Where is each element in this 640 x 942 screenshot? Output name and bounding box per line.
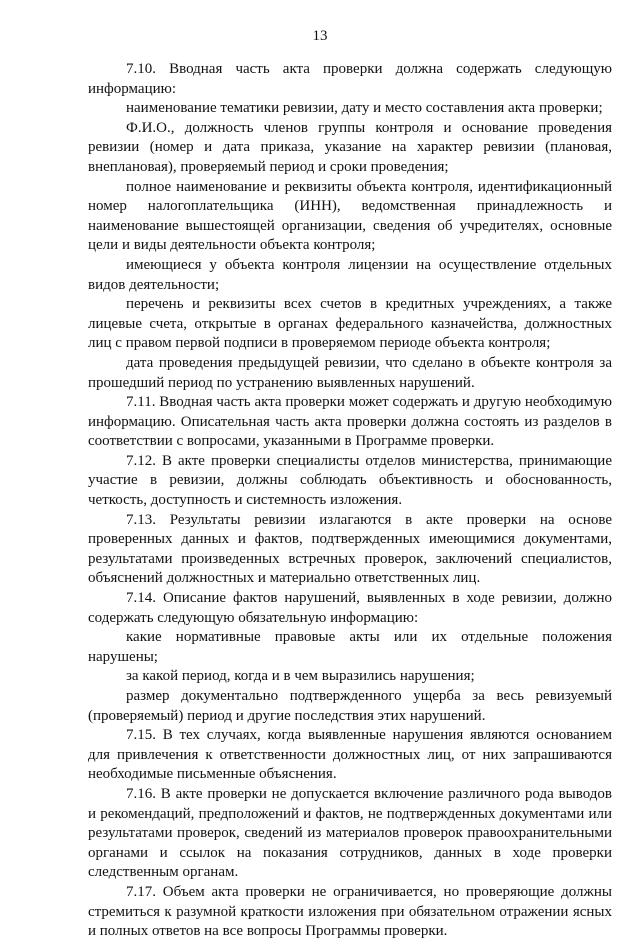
paragraph-7-17: 7.17. Объем акта проверки не ограничивается, но проверяющие должны стремиться к разумной краткости изложения при обязательном отражении ясных и полных ответов на все вопросы Программы проверки. [88,883,612,940]
list-item-accounts: перечень и реквизиты всех счетов в кредитных учреждениях, а также лицевые счета, открытые в органах федерального казначейства, должностных лиц с правом первой подписи в проверяемом периоде объекта контроля; [88,296,612,352]
list-item-damage: размер документально подтвержденного ущерба за весь ревизуемый (проверяемый) период и другие последствия этих нарушений. [88,688,612,724]
paragraph-7-16: 7.16. В акте проверки не допускается включение различного рода выводов и рекомендаций, предположений и фактов, не подтвержденных документами или результатами проверок, сведений из материалов проверок правоохранительными органами и ссылок на показания сотрудников, данных в ходе проверки следственным органам. [88,785,612,881]
paragraph-7-11: 7.11. Вводная часть акта проверки может содержать и другую необходимую информацию. Описательная часть акта проверки должна состоять из разделов в соответствии с вопросами, указанными в Программе проверки. [88,394,612,450]
list-item-members: Ф.И.О., должность членов группы контроля и основание проведения ревизии (номер и дата приказа, указание на характер ревизии (плановая, внеплановая), проверяемый период и сроки проведения; [88,119,612,175]
list-item-licenses: имеющиеся у объекта контроля лицензии на осуществление отдельных видов деятельности; [88,256,612,293]
paragraph-7-14: 7.14. Описание фактов нарушений, выявленных в ходе ревизии, должно содержать следующую обязательную информацию: [88,590,612,626]
list-item-previous-audit: дата проведения предыдущей ревизии, что сделано в объекте контроля за прошедший период по устранению выявленных нарушений. [88,354,612,391]
list-item-violated-acts: какие нормативные правовые акты или их отдельные положения нарушены; [88,629,612,665]
list-item-period: за какой период, когда и в чем выразились нарушения; [126,668,475,685]
list-item-object-details: полное наименование и реквизиты объекта контроля, идентификационный номер налогоплательщика (ИНН), ведомственная принадлежность и наименование вышестоящей организации, сведения об учредителях, основные цели и виды деятельности объекта контроля; [88,178,612,254]
page-number: 13 [312,28,328,44]
paragraph-7-10: 7.10. Вводная часть акта проверки должна содержать следующую информацию: [88,61,612,97]
document-body [88,60,612,942]
paragraph-7-12: 7.12. В акте проверки специалисты отделов министерства, принимающие участие в ревизии, должны соблюдать объективность и обоснованность, четкость, доступность и системность изложения. [88,452,612,509]
list-item-topic: наименование тематики ревизии, дату и место составления акта проверки; [126,100,603,117]
paragraph-7-13: 7.13. Результаты ревизии излагаются в акте проверки на основе проверенных данных и фактов, подтвержденных имеющимися документами, результатами произведенных встречных проверок, заключений специалистов, объяснений должностных и материально ответственных лиц. [88,511,612,587]
paragraph-7-15: 7.15. В тех случаях, когда выявленные нарушения являются основанием для привлечения к ответственности должностных лиц, от них запрашиваются необходимые письменные объяснения. [88,727,612,783]
